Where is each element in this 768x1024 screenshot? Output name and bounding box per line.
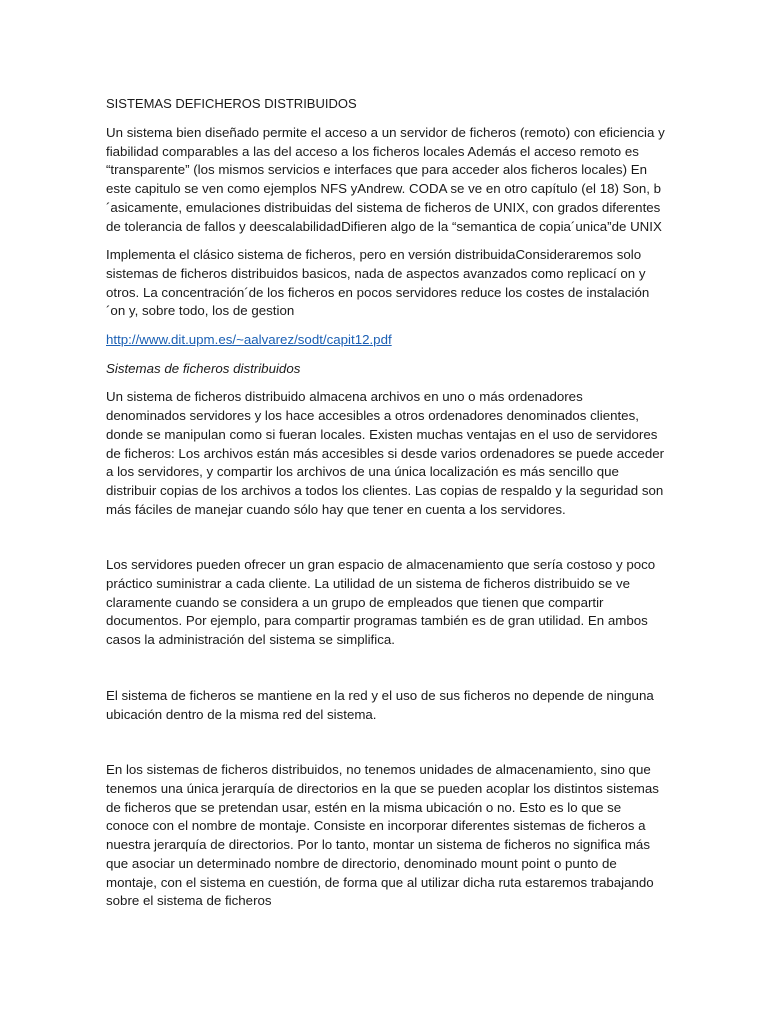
reference-link[interactable]: http://www.dit.upm.es/~aalvarez/sodt/capit12.pdf [106,332,392,348]
section-heading: Sistemas de ficheros distribuidos [106,360,301,376]
document-title: SISTEMAS DEFICHEROS DISTRIBUIDOS [106,96,357,111]
intro-paragraph-2: Implementa el clásico sistema de ficheros, pero en versión distribuidaConsideraremos solo sistemas de ficheros distribuidos basicos, nada de aspectos avanzados como replicací on y otros. La concentración´de los ficheros en pocos servidores reduce los costes de instalación´on y, sobre todo, los de gestion [106,247,650,319]
spacer [106,529,666,556]
spacer [106,734,666,761]
body-paragraph-4: En los sistemas de ficheros distribuidos, no tenemos unidades de almacenamiento, sino que tenemos una única jerarquía de directorios en la que se pueden acoplar los distintos sistemas de ficheros que se pretendan usar, estén en la misma ubicación o no. Esto es lo que se conoce con el nombre de montaje. Consiste en incorporar diferentes sistemas de ficheros a nuestra jerarquía de directorios. Por lo tanto, montar un sistema de ficheros no significa más que asociar un determinado nombre de directorio, denominado mount point o punto de montaje, con el sistema en cuestión, de forma que al utilizar dicha ruta estaremos trabajando sobre el sistema de ficheros [106,762,659,909]
spacer [106,660,666,687]
body-paragraph-3: El sistema de ficheros se mantiene en la red y el uso de sus ficheros no depende de ninguna ubicación dentro de la misma red del sistema. [106,687,654,722]
document-page [106,95,666,921]
intro-paragraph-1: Un sistema bien diseñado permite el acceso a un servidor de ficheros (remoto) con eficiencia y fiabilidad comparables a las del acceso a los ficheros locales Además el acceso remoto es “transparente” (los mismos servicios e interfaces que para acceder alos ficheros locales) En este capitulo se ven como ejemplos NFS yAndrew. CODA se ve en otro capítulo (el 18) Son, b´asicamente, emulaciones distribuidas del sistema de ficheros de UNIX, con grados diferentes de tolerancia de fallos y deescalabilidadDifieren algo de la “semantica de copia´unica”de UNIX [106,125,665,234]
body-paragraph-2: Los servidores pueden ofrecer un gran espacio de almacenamiento que sería costoso y poco práctico suministrar a cada cliente. La utilidad de un sistema de ficheros distribuido se ve claramente cuando se considera a un grupo de empleados que tienen que compartir documentos. Por ejemplo, para compartir programas también es de gran utilidad. En ambos casos la administración del sistema se simplifica. [106,557,656,648]
body-paragraph-1: Un sistema de ficheros distribuido almacena archivos en uno o más ordenadores denominados servidores y los hace accesibles a otros ordenadores denominados clientes, donde se manipulan como si fueran locales. Existen muchas ventajas en el uso de servidores de ficheros: Los archivos están más accesibles si desde varios ordenadores se puede acceder a los servidores, y compartir los archivos de una única localización es más sencillo que distribuir copias de los archivos a todos los clientes. Las copias de respaldo y la seguridad son más fáciles de manejar cuando sólo hay que tener en cuenta a los servidores. [106,389,665,517]
